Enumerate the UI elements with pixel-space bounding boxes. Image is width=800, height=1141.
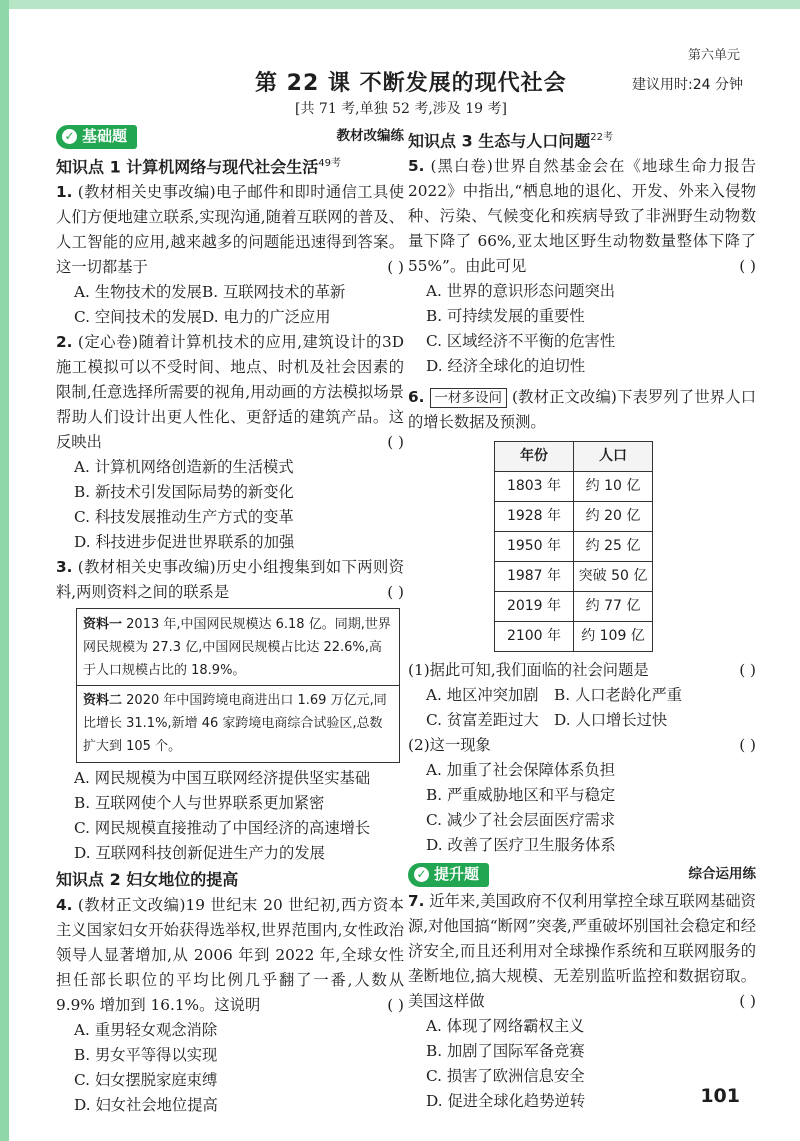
q5-option-a: A. 世界的意识形态问题突出	[426, 282, 616, 301]
knowledge-point-1	[56, 151, 404, 179]
table-cell: 2019 年	[495, 592, 574, 622]
table-cell: 1803 年	[495, 472, 574, 502]
table-cell: 约 20 亿	[574, 502, 653, 532]
table-header-row	[495, 442, 653, 472]
table-row	[495, 592, 653, 622]
q1-option-d: D. 电力的广泛应用	[202, 308, 331, 327]
q3-materials-box	[76, 608, 400, 763]
table-row	[495, 562, 653, 592]
check-icon: ✓	[62, 129, 77, 144]
question-5	[408, 154, 756, 279]
left-border	[0, 0, 9, 1141]
q6-sub1-option-a: A. 地区冲突加剧	[426, 686, 539, 705]
q5-option-b: B. 可持续发展的重要性	[426, 307, 585, 326]
q6-sub1-answer-blank: ( )	[739, 661, 756, 680]
q5-answer-blank: ( )	[739, 257, 756, 276]
material-1-text: 2013 年,中国网民规模达 6.18 亿。同期,世界网民规模为 27.3 亿,中国网民规模占比达 22.6%,高于人口规模占比的 18.9%。	[83, 617, 391, 679]
q1-option-a: A. 生物技术的发展	[74, 283, 202, 302]
advanced-badge	[408, 863, 489, 887]
table-header-population: 人口	[574, 442, 653, 472]
advanced-section-header	[408, 862, 756, 887]
table-cell: 1950 年	[495, 532, 574, 562]
q4-option-d: D. 妇女社会地位提高	[74, 1096, 218, 1115]
table-cell: 突破 50 亿	[574, 562, 653, 592]
q6-sub2	[408, 733, 756, 758]
q6-sub1	[408, 658, 756, 683]
basic-badge-label: 基础题	[82, 127, 128, 145]
q1-answer-blank: ( )	[387, 258, 404, 277]
q6-sub1-option-b: B. 人口老龄化严重	[554, 686, 683, 705]
table-row	[495, 622, 653, 652]
knowledge-point-3	[408, 125, 756, 153]
q4-option-b: B. 男女平等得以实现	[74, 1046, 218, 1065]
q6-text: (教材正文改编)下表罗列了世界人口的增长数据及预测。	[408, 388, 756, 432]
q3-option-c: C. 网民规模直接推动了中国经济的高速增长	[74, 819, 371, 838]
q4-answer-blank: ( )	[387, 996, 404, 1015]
q7-option-a: A. 体现了网络霸权主义	[426, 1017, 585, 1036]
q2-number: 2.	[56, 333, 73, 352]
q7-option-b: B. 加剧了国际军备竞赛	[426, 1042, 585, 1061]
population-table	[494, 441, 653, 652]
page-number: 101	[700, 1085, 740, 1107]
table-cell: 2100 年	[495, 622, 574, 652]
q2-option-b: B. 新技术引发国际局势的新变化	[74, 483, 294, 502]
q3-option-b: B. 互联网使个人与世界联系更加紧密	[74, 794, 325, 813]
q3-number: 3.	[56, 558, 73, 577]
check-icon: ✓	[414, 867, 429, 882]
q6-sub2-option-b: B. 严重威胁地区和平与稳定	[426, 786, 616, 805]
basic-section-header	[56, 124, 404, 149]
q6-sub2-option-c: C. 减少了社会层面医疗需求	[426, 811, 616, 830]
material-1-label: 资料一	[83, 617, 123, 633]
top-border	[0, 0, 800, 9]
knowledge-point-2: 知识点 2 妇女地位的提高	[56, 870, 239, 890]
question-4	[56, 893, 404, 1018]
table-row	[495, 472, 653, 502]
question-2	[56, 330, 404, 455]
q1-options-row1	[74, 280, 404, 305]
q4-number: 4.	[56, 896, 73, 915]
materials-divider	[77, 685, 399, 686]
kp1-sup: 49考	[318, 158, 342, 169]
question-7	[408, 889, 756, 1014]
exam-stats: [共 71 考,单独 52 考,涉及 19 考]	[295, 101, 507, 117]
suggested-time: 建议用时:24 分钟	[632, 77, 743, 93]
q6-sub1-options-row2	[426, 708, 756, 733]
q6-number: 6.	[408, 388, 425, 407]
basic-tag: 教材改编练	[336, 128, 404, 144]
unit-label: 第六单元	[687, 48, 740, 63]
q3-text: (教材相关史事改编)历史小组搜集到如下两则资料,两则资料之间的联系是	[56, 558, 404, 602]
material-2	[83, 689, 393, 758]
q2-option-d: D. 科技进步促进世界联系的加强	[74, 533, 295, 552]
table-cell: 约 10 亿	[574, 472, 653, 502]
material-2-label: 资料二	[83, 693, 123, 709]
q6-sub1-option-c: C. 贫富差距过大	[426, 711, 539, 730]
material-1	[83, 613, 393, 682]
q4-text: (教材正文改编)19 世纪末 20 世纪初,西方资本主义国家妇女开始获得选举权,世界范围内,女性政治领导人显著增加,从 2006 年到 2022 年,全球女性担任部长职位的平均比例几乎翻了一番,人数从 9.9% 增加到 16.1%。这说明	[56, 896, 404, 1015]
q2-answer-blank: ( )	[387, 433, 404, 452]
q7-option-c: C. 损害了欧洲信息安全	[426, 1067, 585, 1086]
q1-option-c: C. 空间技术的发展	[74, 308, 202, 327]
question-3	[56, 555, 404, 605]
q1-text: (教材相关史事改编)电子邮件和即时通信工具使人们方便地建立联系,实现沟通,随着互联网的普及、人工智能的应用,越来越多的问题能迅速得到答案。这一切都基于	[56, 183, 404, 277]
q6-sub2-answer-blank: ( )	[739, 736, 756, 755]
q5-option-c: C. 区域经济不平衡的危害性	[426, 332, 616, 351]
table-cell: 约 77 亿	[574, 592, 653, 622]
advanced-tag: 综合运用练	[688, 866, 756, 883]
q1-number: 1.	[56, 183, 73, 202]
basic-badge	[56, 125, 137, 149]
q5-number: 5.	[408, 157, 425, 176]
material-2-text: 2020 年中国跨境电商进出口 1.69 万亿元,同比增长 31.1%,新增 46 家跨境电商综合试验区,总数扩大到 105 个。	[83, 693, 387, 755]
q1-option-b: B. 互联网技术的革新	[202, 283, 346, 302]
table-row	[495, 502, 653, 532]
q6-sub2-text: (2)这一现象	[408, 736, 491, 755]
q4-option-c: C. 妇女摆脱家庭束缚	[74, 1071, 218, 1090]
right-column	[408, 124, 756, 1114]
q6-sub2-option-d: D. 改善了医疗卫生服务体系	[426, 836, 616, 855]
kp3-sup: 22考	[590, 132, 614, 143]
q7-text: 近年来,美国政府不仅利用掌控全球互联网基础资源,对他国搞“断网”突袭,严重破坏别国社会稳定和经济安全,而且还利用对全球操作系统和互联网服务的垄断地位,搞大规模、无差别监听监控和数据窃取。美国这样做	[408, 892, 756, 1011]
lesson-title: 第 22 课 不断发展的现代社会	[255, 71, 567, 96]
q2-text: (定心卷)随着计算机技术的应用,建筑设计的3D施工模拟可以不受时间、地点、时机及社会因素的限制,任意选择所需要的视角,用动画的方法模拟场景帮助人们设计出更人性化、更舒适的建筑产品。这反映出	[56, 333, 404, 452]
q1-options-row2	[74, 305, 404, 330]
q6-sub1-text: (1)据此可知,我们面临的社会问题是	[408, 661, 649, 680]
table-cell: 约 25 亿	[574, 532, 653, 562]
table-cell: 1928 年	[495, 502, 574, 532]
q6-sub1-option-d: D. 人口增长过快	[554, 711, 668, 730]
q6-sub2-option-a: A. 加重了社会保障体系负担	[426, 761, 616, 780]
q3-option-d: D. 互联网科技创新促进生产力的发展	[74, 844, 325, 863]
q7-option-d: D. 促进全球化趋势逆转	[426, 1092, 586, 1111]
q5-text: (黑白卷)世界自然基金会在《地球生命力报告 2022》中指出,“栖息地的退化、开发、外来入侵物种、污染、气候变化和疾病导致了非洲野生动物数量下降了 66%,亚太地区野生动物数量整体下降了 55%”。由此可见	[408, 157, 756, 276]
question-1	[56, 180, 404, 280]
q7-number: 7.	[408, 892, 425, 911]
q6-tag: 一材多设问	[430, 388, 508, 408]
q4-option-a: A. 重男轻女观念消除	[74, 1021, 218, 1040]
kp3-title: 知识点 3 生态与人口问题	[408, 131, 591, 151]
advanced-badge-label: 提升题	[434, 865, 480, 884]
q5-option-d: D. 经济全球化的迫切性	[426, 357, 586, 376]
q2-option-a: A. 计算机网络创造新的生活模式	[74, 458, 294, 477]
q7-answer-blank: ( )	[739, 992, 756, 1011]
left-column	[56, 124, 404, 1118]
question-6	[408, 385, 756, 435]
q2-option-c: C. 科技发展推动生产方式的变革	[74, 508, 294, 527]
table-header-year: 年份	[495, 442, 574, 472]
table-cell: 1987 年	[495, 562, 574, 592]
kp1-title: 知识点 1 计算机网络与现代社会生活	[56, 157, 319, 177]
q6-sub1-options-row1	[426, 683, 756, 708]
table-cell: 约 109 亿	[574, 622, 653, 652]
q3-answer-blank: ( )	[387, 583, 404, 602]
q3-option-a: A. 网民规模为中国互联网经济提供坚实基础	[74, 769, 371, 788]
table-row	[495, 532, 653, 562]
